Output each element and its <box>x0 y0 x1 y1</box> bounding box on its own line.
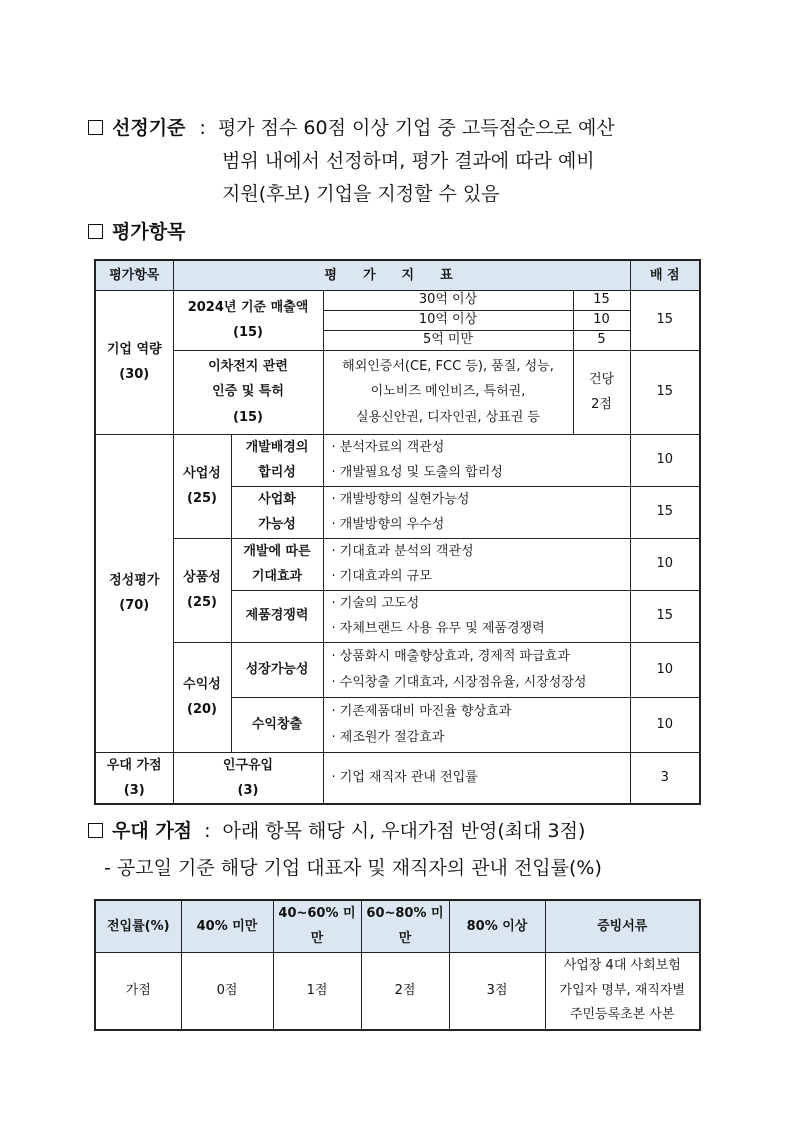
criteria-heading <box>88 119 615 138</box>
criteria-colon: : <box>199 117 206 139</box>
cert-label-cell: 이차전지 관련 인증 및 특허 (15) <box>173 350 323 434</box>
table-header-row <box>95 260 700 290</box>
docs-cell: 사업장 4대 사회보험 가입자 명부, 재직자별 주민등록초본 사본 <box>545 952 700 1030</box>
sales-label-cell: 2024년 기준 매출액 (15) <box>173 290 323 350</box>
table-row <box>95 350 700 434</box>
qualitative-cell: 정성평가 (70) <box>95 434 173 752</box>
criteria-line3: 지원(후보) 기업을 지정할 수 있음 <box>222 183 500 205</box>
capability-cell: 기업 역량 (30) <box>95 290 173 434</box>
bonus-heading: 우대 가점 : 아래 항목 해당 시, 우대가점 반영(최대 3점) <box>88 822 585 841</box>
table-row: 상품성 (25) 개발에 따른 기대효과 · 기대효과 분석의 객관성 · 기대효과의 규모 10 <box>95 538 700 590</box>
table-row: 가점 0점 1점 2점 3점 사업장 4대 사회보험 가입자 명부, 재직자별 주민등록초본 사본 <box>95 952 700 1030</box>
table-row: 정성평가 (70) 사업성 (25) 개발배경의 합리성 · 분석자료의 객관성 · 개발필요성 및 도출의 합리성 10 <box>95 434 700 486</box>
table-row: 수익성 (20) 성장가능성 · 상품화시 매출향상효과, 경제적 파급효과 · 수익창출 기대효과, 시장점유율, 시장성장성 10 <box>95 642 700 697</box>
cert-desc-cell: 해외인증서(CE, FCC 등), 품질, 성능, 이노비즈 메인비즈, 특허권, 실용신안권, 디자인권, 상표권 등 <box>323 350 573 434</box>
sales-total-score: 15 <box>630 290 700 350</box>
profit-cell: 수익성 (20) <box>173 642 231 752</box>
table-row: 제품경쟁력 · 기술의 고도성 · 자체브랜드 사용 유무 및 제품경쟁력 15 <box>95 590 700 642</box>
items-heading: 평가항목 <box>88 223 185 242</box>
criteria-line1: 평가 점수 60점 이상 기업 중 고득점순으로 예산 <box>217 117 615 139</box>
header-item: 평가항목 <box>95 260 173 290</box>
header-table: 평가지표 <box>173 260 630 290</box>
bonus-cell: 우대 가점 (3) <box>95 752 173 804</box>
criteria-line2: 범위 내에서 선정하며, 평가 결과에 따라 예비 <box>222 150 595 172</box>
table-row: 수익창출 · 기존제품대비 마진율 향상효과 · 제조원가 절감효과 10 <box>95 697 700 752</box>
table-row: 5억 미만 5 <box>95 330 700 350</box>
bonus-table <box>94 899 701 1031</box>
table-row: 10억 이상 10 <box>95 310 700 330</box>
product-cell: 상품성 (25) <box>173 538 231 642</box>
cert-unit-cell: 건당 2점 <box>573 350 630 434</box>
table-row: 우대 가점 (3) 인구유입 (3) · 기업 재직자 관내 전입률 3 <box>95 752 700 804</box>
header-score: 배 점 <box>630 260 700 290</box>
bonus-sub: - 공고일 기준 해당 기업 대표자 및 재직자의 관내 전입률(%) <box>104 857 602 879</box>
checkbox-square-icon <box>88 224 103 239</box>
table-header-row: 전입률(%) 40% 미만 40~60% 미만 60~80% 미만 80% 이상 증빙서류 <box>95 900 700 952</box>
checkbox-square-icon <box>88 120 103 135</box>
evaluation-table <box>94 259 701 805</box>
business-cell: 사업성 (25) <box>173 434 231 538</box>
cert-total-score: 15 <box>630 350 700 434</box>
checkbox-square-icon <box>88 823 103 838</box>
table-row: 기업 역량 (30) 2024년 기준 매출액 (15) 30억 이상 15 15 <box>95 290 700 310</box>
table-row: 사업화 가능성 · 개발방향의 실현가능성 · 개발방향의 우수성 15 <box>95 486 700 538</box>
criteria-label: 선정기준 <box>112 117 186 139</box>
